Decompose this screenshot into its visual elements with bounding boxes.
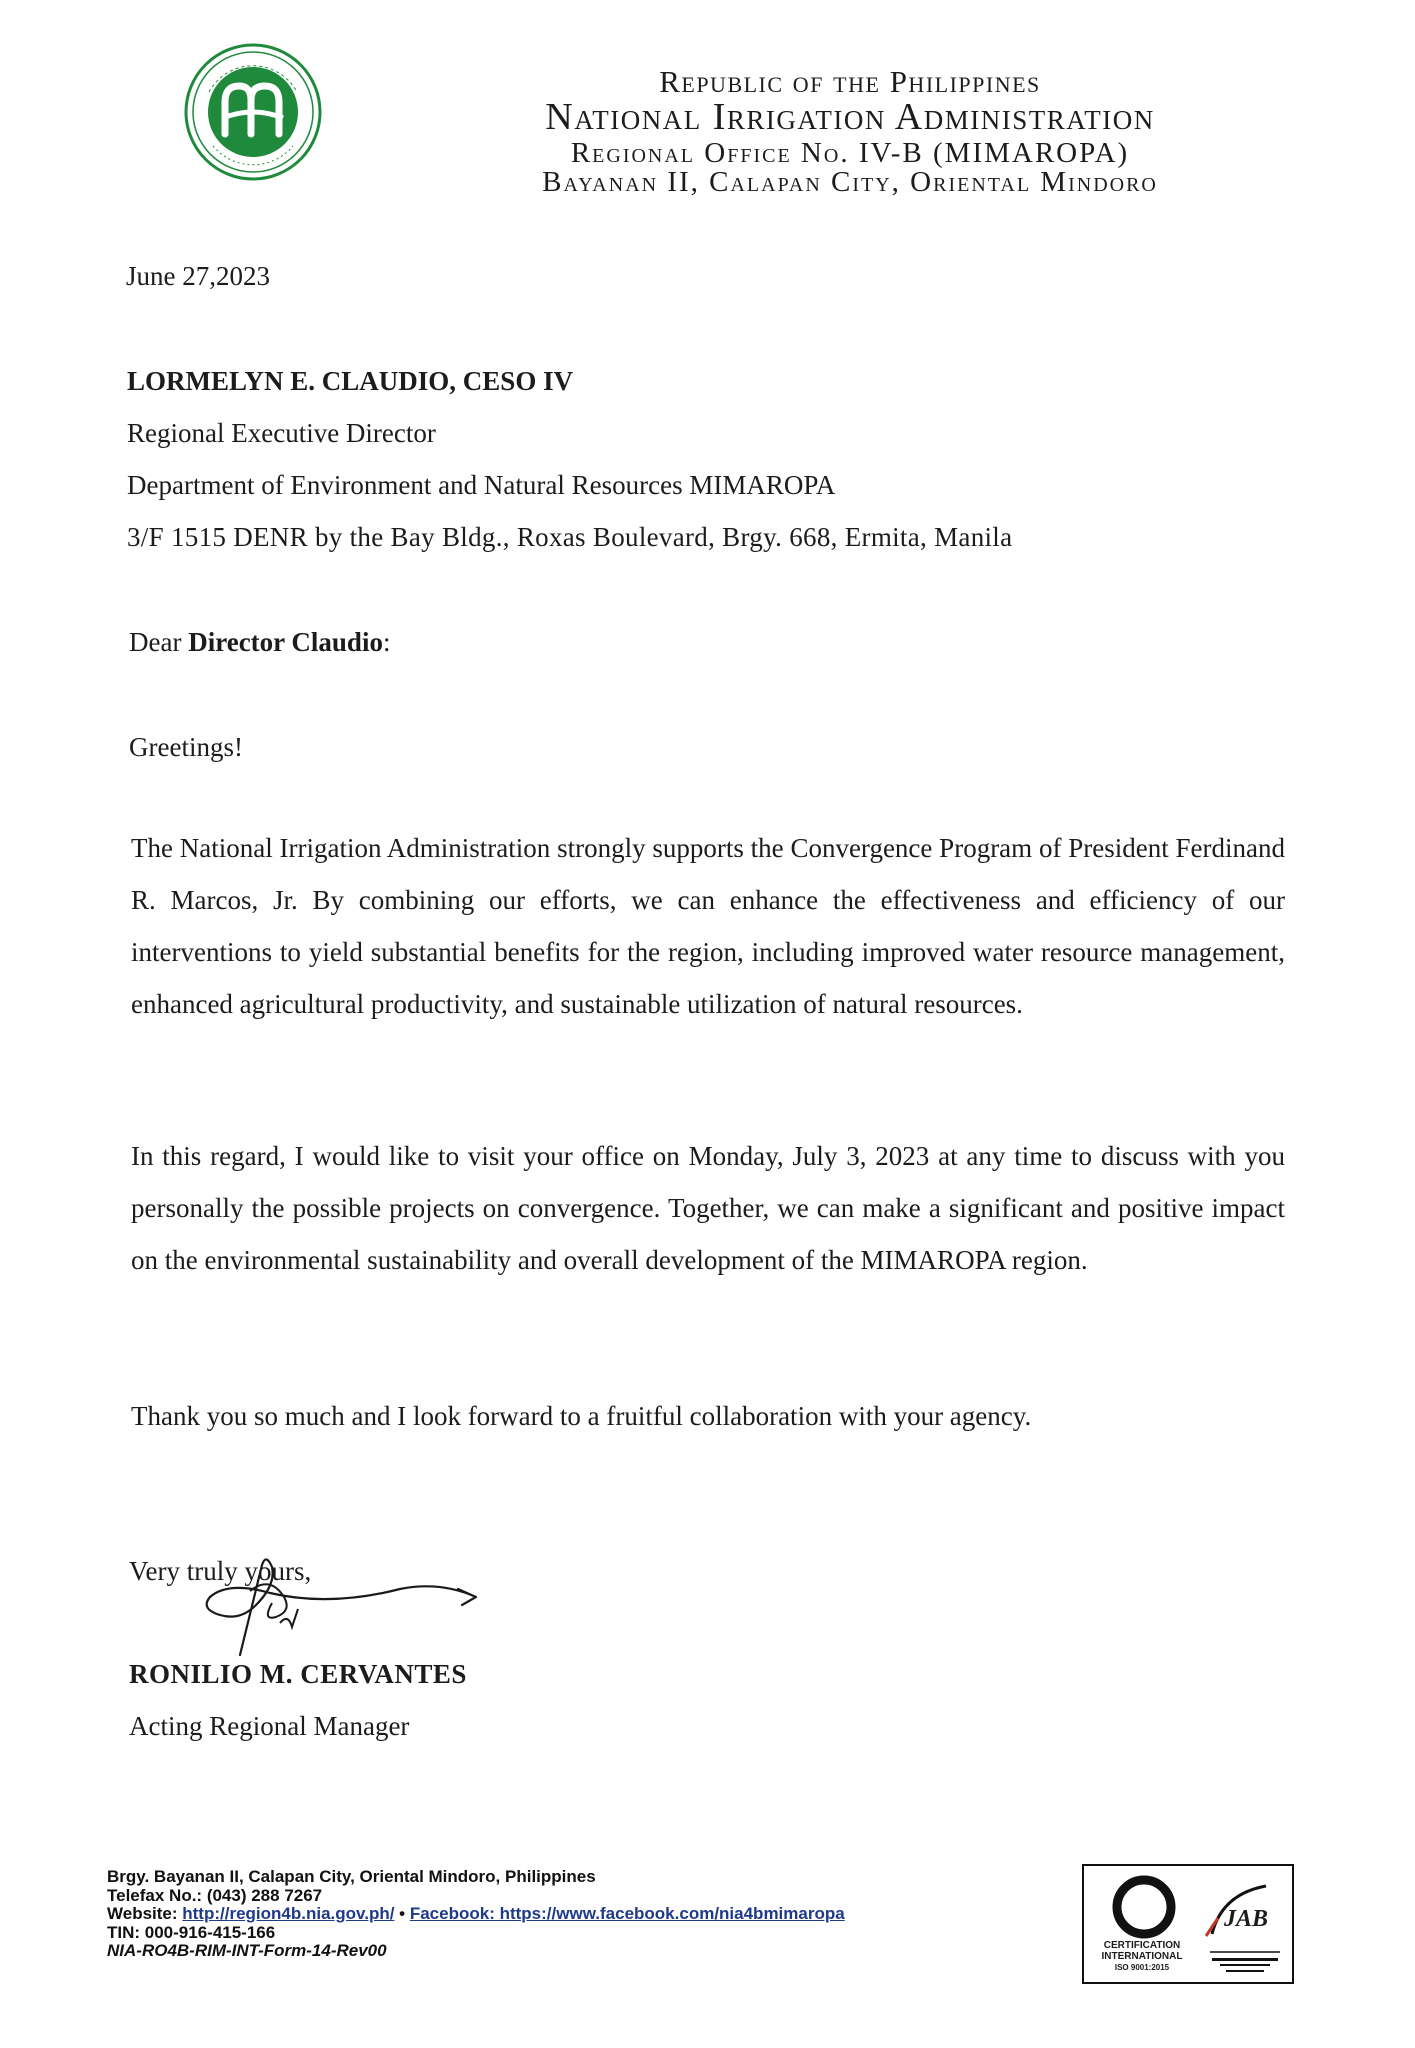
certification-box: [1082, 1864, 1294, 1984]
letterhead-address: Bayanan II, Calapan City, Oriental Mindoro: [542, 166, 1158, 198]
recipient-name: LORMELYN E. CLAUDIO, CESO IV: [127, 366, 574, 396]
letterhead-agency: National Irrigation Administration: [545, 96, 1155, 138]
salutation: [129, 626, 390, 658]
greeting: Greetings!: [129, 732, 243, 762]
signature-icon: [180, 1545, 490, 1665]
certification-text: [1086, 1940, 1198, 1973]
jab-label: JAB: [1224, 1906, 1269, 1932]
body-paragraph-3: Thank you so much and I look forward to a fruitful collaboration with your agency.: [131, 1401, 1032, 1431]
body-paragraph-2: In this regard, I would like to visit your office on Monday, July 3, 2023 at any time to discuss with you personally the possible projects on convergence. Together, we can make a significant and positive impact on the environmental sustainability and overall development of the MIMAROPA region.: [131, 1141, 1285, 1275]
footer-website-link[interactable]: http://region4b.nia.gov.ph/: [182, 1904, 395, 1923]
letterhead-regional-office: Regional Office No. IV-B (MIMAROPA): [570, 137, 1130, 169]
certification-ring-icon: [1104, 1874, 1184, 1940]
footer: [107, 1868, 845, 1961]
nia-seal-icon: [183, 42, 323, 182]
salutation-name: Director Claudio: [188, 627, 383, 657]
footer-web-line: [107, 1905, 845, 1924]
footer-form-code: NIA-RO4B-RIM-INT-Form-14-Rev00: [107, 1941, 387, 1960]
signatory-name: RONILIO M. CERVANTES: [129, 1659, 467, 1689]
signatory-title: Acting Regional Manager: [129, 1711, 410, 1741]
footer-website-label: Website:: [107, 1904, 183, 1923]
footer-facebook-link[interactable]: https://www.facebook.com/nia4bmimaropa: [499, 1904, 845, 1923]
footer-tin: TIN: 000-916-415-166: [107, 1922, 276, 1942]
footer-telefax: Telefax No.: (043) 288 7267: [107, 1885, 323, 1905]
salutation-prefix: Dear: [129, 627, 189, 657]
letterhead-republic: Republic of the Philippines: [659, 64, 1041, 99]
certification-iso: ISO 9001:2015: [1114, 1963, 1170, 1972]
footer-address: Brgy. Bayanan II, Calapan City, Oriental Mindoro, Philippines: [107, 1867, 596, 1886]
recipient-address: 3/F 1515 DENR by the Bay Bldg., Roxas Boulevard, Brgy. 668, Ermita, Manila: [127, 522, 1013, 552]
recipient-title: Regional Executive Director: [127, 418, 436, 448]
footer-separator: •: [394, 1904, 410, 1923]
certification-line1: CERTIFICATION: [1103, 1940, 1181, 1951]
certification-line2: INTERNATIONAL: [1101, 1951, 1183, 1962]
recipient-department: Department of Environment and Natural Resources MIMAROPA: [127, 470, 836, 500]
salutation-suffix: :: [382, 627, 391, 657]
letter-date: June 27,2023: [126, 261, 270, 291]
closing: Very truly yours,: [129, 1556, 312, 1586]
footer-facebook-label: Facebook:: [409, 1904, 500, 1923]
body-paragraph-1: The National Irrigation Administration strongly supports the Convergence Program of President Ferdinand R. Marcos, Jr. By combining our efforts, we can enhance the effectiveness and efficiency of our interventions to yield substantial benefits for the region, including improved water resource management, enhanced agricultural productivity, and sustainable utilization of natural resources.: [131, 833, 1285, 1019]
